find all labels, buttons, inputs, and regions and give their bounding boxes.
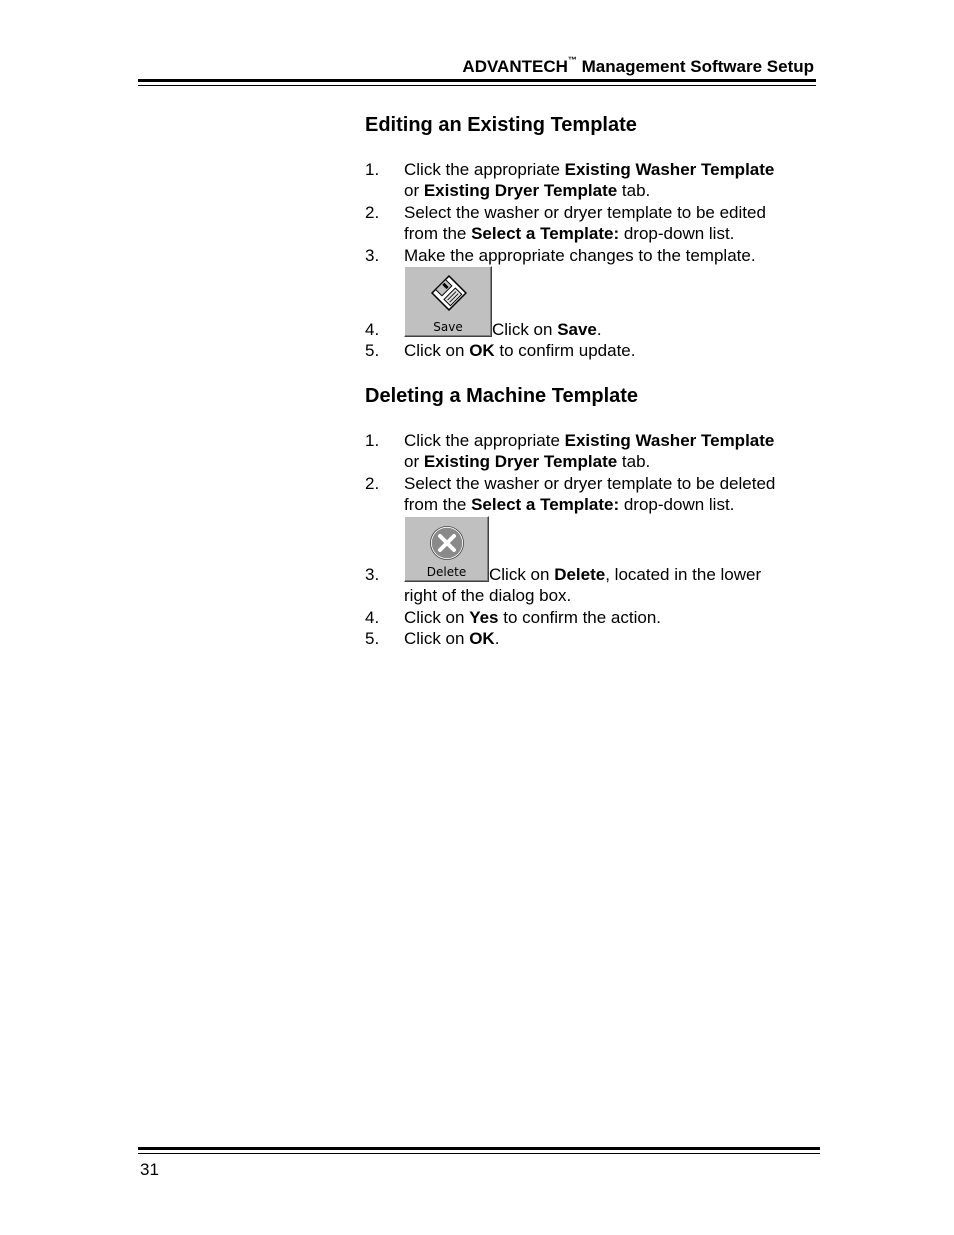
step-text: Select the washer or dryer template to be edited [404,203,766,222]
header-title: Management Software Setup [581,57,814,76]
header-rule-thin [138,85,816,86]
step-number: 3. [365,565,380,584]
page-number: 31 [140,1160,159,1179]
step-text: from the Select a Template: drop-down list. [404,495,735,514]
step-text: Click on Yes to confirm the action. [404,608,662,627]
section-heading-deleting: Deleting a Machine Template [365,385,639,407]
step-text: Click on OK. [404,629,500,648]
step-text: Select the washer or dryer template to be deleted [404,474,776,493]
step-text: Click on Save. [492,320,602,339]
delete-x-icon [429,525,465,561]
footer-rule-thick [138,1147,820,1150]
step-text: Click on Delete, located in the lower [489,565,762,584]
header-rule-thick [138,79,816,82]
step-number: 4. [365,320,380,339]
save-button-label: Save [433,320,463,334]
step-number: 2. [365,203,380,222]
step-text: or Existing Dryer Template tab. [404,452,651,471]
step-number: 1. [365,431,380,450]
save-button[interactable] [404,266,492,337]
running-header [462,55,814,77]
delete-button[interactable] [404,516,489,582]
step-text: Click on OK to confirm update. [404,341,636,360]
step-number: 3. [365,246,380,265]
floppy-disk-icon [431,275,467,311]
header-brand: ADVANTECH [462,57,568,76]
step-number: 4. [365,608,380,627]
step-text: or Existing Dryer Template tab. [404,181,651,200]
step-text: from the Select a Template: drop-down list. [404,224,735,243]
step-text: right of the dialog box. [404,586,572,605]
step-number: 2. [365,474,380,493]
delete-button-label: Delete [426,565,467,579]
trademark-symbol: ™ [567,55,577,65]
section-heading-editing: Editing an Existing Template [365,114,637,136]
step-text: Make the appropriate changes to the template. [404,246,756,265]
step-text: Click the appropriate Existing Washer Template [404,431,775,450]
step-number: 1. [365,160,380,179]
step-text: Click the appropriate Existing Washer Template [404,160,775,179]
footer-rule-thin [138,1153,820,1154]
step-number: 5. [365,341,380,360]
step-number: 5. [365,629,380,648]
